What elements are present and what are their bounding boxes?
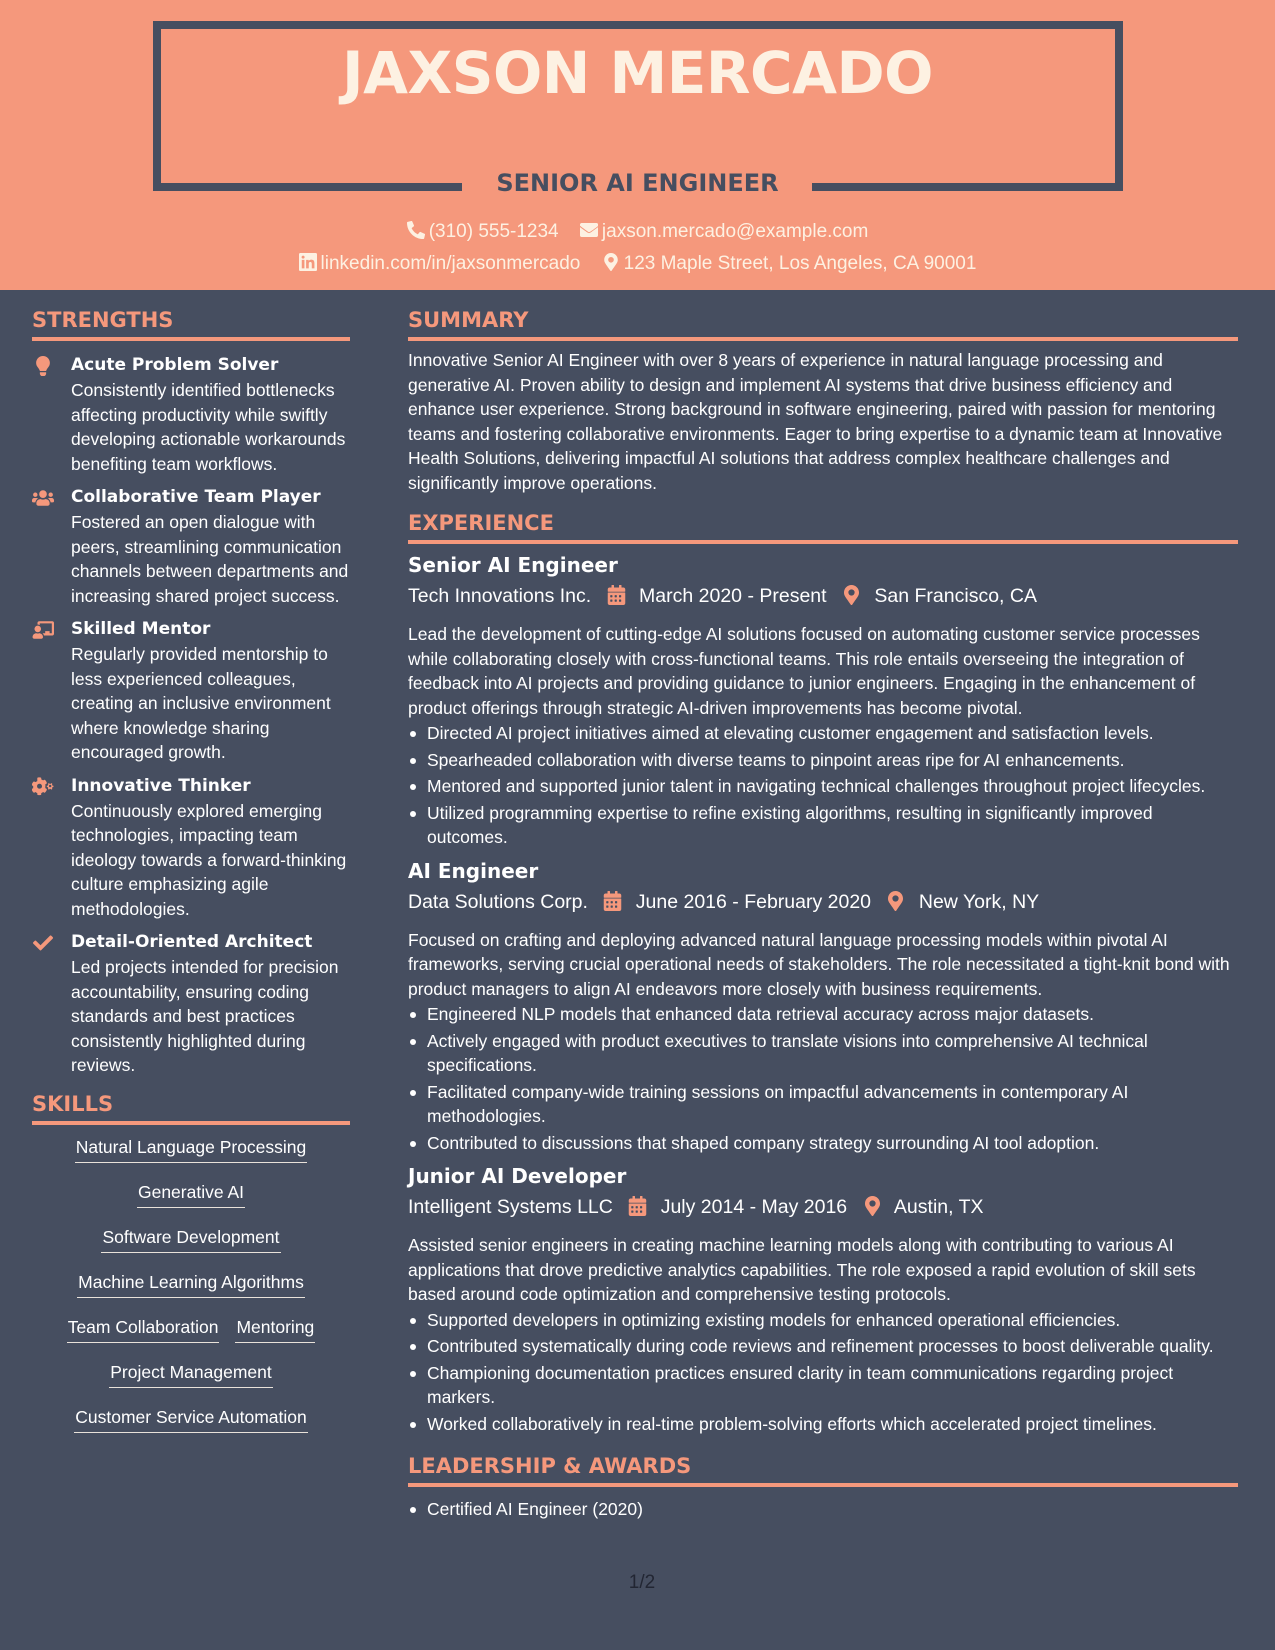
summary-section bbox=[408, 305, 1238, 495]
job-bullets bbox=[408, 1002, 1238, 1155]
strength-item bbox=[32, 774, 350, 922]
strength-description: Led projects intended for precision accountability, ensuring coding standards and best practices consistently highlighted during reviews. bbox=[71, 957, 339, 1075]
job-bullet: Championing documentation practices ensured clarity in team communications regarding project markers. bbox=[408, 1361, 1238, 1410]
candidate-title: SENIOR AI ENGINEER bbox=[496, 169, 779, 197]
cogs-icon bbox=[32, 777, 56, 799]
awards-heading: LEADERSHIP & AWARDS bbox=[408, 1451, 1238, 1487]
skill-tag: Team Collaboration bbox=[67, 1315, 220, 1343]
job-bullets bbox=[408, 1308, 1238, 1437]
strength-title: Innovative Thinker bbox=[71, 775, 251, 796]
job-description: Focused on crafting and deploying advanced natural language processing models within pivotal AI frameworks, serving crucial operational needs of stakeholders. The role necessitated a tight-knit bond with product managers to align AI endeavors more closely with business requirements. bbox=[408, 929, 1230, 999]
job-meta bbox=[408, 887, 1238, 921]
calendar-icon bbox=[628, 1195, 647, 1226]
calendar-icon bbox=[607, 584, 626, 615]
checkmark-icon bbox=[32, 933, 56, 955]
job-description: Assisted senior engineers in creating machine learning models along with contributing to various AI applications that drove predictive analytics capabilities. The role exposed a rapid evolution of skill sets based around code optimization and comprehensive testing protocols. bbox=[408, 1235, 1196, 1304]
calendar-icon bbox=[603, 890, 622, 921]
award-item: Certified AI Engineer (2020) bbox=[408, 1497, 1238, 1522]
map-marker-icon bbox=[602, 253, 620, 271]
skills-heading: SKILLS bbox=[32, 1089, 350, 1125]
company-name: Tech Innovations Inc. bbox=[408, 585, 592, 607]
page-number: 1/2 bbox=[628, 1572, 656, 1593]
skills-section bbox=[32, 1089, 350, 1450]
contact-row bbox=[0, 251, 1275, 277]
users-icon bbox=[32, 488, 56, 510]
job-bullet: Directed AI project initiatives aimed at elevating customer engagement and satisfaction levels. bbox=[408, 721, 1238, 746]
experience-entry bbox=[408, 857, 1238, 1156]
linkedin-text: linkedin.com/in/jaxsonmercado bbox=[320, 253, 581, 274]
job-dates: June 2016 - February 2020 bbox=[635, 890, 872, 913]
chalkboard-teacher-icon bbox=[32, 620, 56, 642]
address-text: 123 Maple Street, Los Angeles, CA 90001 bbox=[623, 253, 977, 274]
experience-entry bbox=[408, 551, 1238, 850]
strength-item bbox=[32, 617, 350, 765]
strength-item bbox=[32, 485, 350, 608]
phone-contact[interactable] bbox=[407, 219, 559, 245]
job-location: San Francisco, CA bbox=[874, 585, 1037, 607]
awards-section bbox=[408, 1451, 1238, 1522]
address-contact bbox=[602, 251, 977, 277]
contact-row bbox=[0, 219, 1275, 245]
map-marker-icon bbox=[863, 1195, 882, 1226]
job-meta bbox=[408, 581, 1238, 615]
map-marker-icon bbox=[886, 890, 905, 921]
job-description: Lead the development of cutting-edge AI solutions focused on automating customer service processes while collaborating closely with cross-functional teams. This role entails overseeing the integration of feedback into AI projects and providing guidance to junior engineers. Engaging in the enhancement of product offerings through strategic AI-driven improvements has become pivotal. bbox=[408, 624, 1200, 718]
skill-tag: Generative AI bbox=[137, 1180, 245, 1208]
strength-item bbox=[32, 930, 350, 1078]
strength-title: Skilled Mentor bbox=[71, 619, 211, 639]
resume-header bbox=[0, 0, 1275, 290]
skill-tag: Software Development bbox=[101, 1225, 280, 1253]
strength-description: Regularly provided mentorship to less experienced colleagues, creating an inclusive environment where knowledge sharing encouraged growth. bbox=[71, 644, 331, 762]
right-column bbox=[408, 305, 1238, 1524]
email-contact[interactable] bbox=[580, 219, 868, 245]
strength-description: Fostered an open dialogue with peers, streamlining communication channels between departments and increasing shared project success. bbox=[71, 512, 349, 606]
strengths-heading: STRENGTHS bbox=[32, 305, 350, 341]
experience-heading: EXPERIENCE bbox=[408, 508, 1238, 544]
job-dates: July 2014 - May 2016 bbox=[660, 1196, 848, 1218]
summary-heading: SUMMARY bbox=[408, 305, 1238, 341]
phone-icon bbox=[407, 221, 425, 239]
summary-text: Innovative Senior AI Engineer with over 8 years of experience in natural language processing and generative AI. Proven ability to design and implement AI systems that drive business efficiency and enhance user experience. Strong background in software engineering, paired with passion for mentoring teams and fostering collaborative environments. Eager to bring expertise to a dynamic team at Innovative Health Solutions, delivering impactful AI solutions that address complex healthcare challenges and significantly improve operations. bbox=[408, 350, 1223, 493]
strengths-section bbox=[32, 305, 350, 1078]
job-bullet: Spearheaded collaboration with diverse teams to pinpoint areas ripe for AI enhancements. bbox=[408, 748, 1238, 773]
linkedin-contact[interactable] bbox=[299, 251, 581, 277]
experience-entry bbox=[408, 1162, 1238, 1436]
skill-tag: Natural Language Processing bbox=[75, 1135, 308, 1163]
left-column bbox=[32, 305, 350, 1450]
strength-title: Detail-Oriented Architect bbox=[71, 932, 313, 952]
job-location: New York, NY bbox=[918, 890, 1040, 913]
job-bullet: Worked collaboratively in real-time problem-solving efforts which accelerated project timelines. bbox=[408, 1412, 1238, 1437]
company-name: Intelligent Systems LLC bbox=[408, 1196, 613, 1218]
job-bullet: Actively engaged with product executives to translate visions into comprehensive AI technical specifications. bbox=[408, 1029, 1238, 1078]
experience-section bbox=[408, 508, 1238, 1436]
job-location: Austin, TX bbox=[893, 1196, 984, 1218]
job-bullet: Facilitated company-wide training sessions on impactful advancements in contemporary AI methodologies. bbox=[408, 1080, 1238, 1129]
job-title: Junior AI Developer bbox=[408, 1164, 627, 1188]
job-meta bbox=[408, 1192, 1238, 1226]
lightbulb-icon bbox=[32, 356, 56, 378]
job-title: AI Engineer bbox=[408, 858, 539, 883]
job-bullet: Mentored and supported junior talent in navigating technical challenges throughout project lifecycles. bbox=[408, 774, 1238, 799]
envelope-icon bbox=[580, 221, 598, 239]
strength-title: Acute Problem Solver bbox=[71, 355, 279, 375]
skill-tag: Machine Learning Algorithms bbox=[77, 1270, 305, 1298]
company-name: Data Solutions Corp. bbox=[408, 890, 588, 913]
skill-tag: Project Management bbox=[109, 1360, 272, 1388]
job-bullet: Contributed systematically during code reviews and refinement processes to boost deliverable quality. bbox=[408, 1334, 1238, 1359]
strength-description: Consistently identified bottlenecks affecting productivity while swiftly developing actionable workarounds benefiting team workflows. bbox=[71, 380, 346, 474]
skill-tag: Customer Service Automation bbox=[74, 1405, 308, 1433]
map-marker-icon bbox=[842, 584, 861, 615]
job-title: Senior AI Engineer bbox=[408, 553, 618, 577]
strength-title: Collaborative Team Player bbox=[71, 487, 321, 507]
skill-tag: Mentoring bbox=[235, 1315, 315, 1343]
job-bullet: Contributed to discussions that shaped company strategy surrounding AI tool adoption. bbox=[408, 1131, 1238, 1156]
job-bullet: Utilized programming expertise to refine existing algorithms, resulting in significantly improved outcomes. bbox=[408, 801, 1238, 850]
job-bullet: Supported developers in optimizing existing models for enhanced operational efficiencies. bbox=[408, 1308, 1238, 1333]
job-bullets bbox=[408, 721, 1238, 850]
job-bullet: Engineered NLP models that enhanced data retrieval accuracy across major datasets. bbox=[408, 1002, 1238, 1027]
strength-item bbox=[32, 353, 350, 476]
linkedin-icon bbox=[299, 253, 317, 271]
job-dates: March 2020 - Present bbox=[639, 585, 827, 607]
strength-description: Continuously explored emerging technologies, impacting team ideology towards a forward-thinking culture emphasizing agile methodologies. bbox=[71, 800, 347, 919]
phone-text: (310) 555-1234 bbox=[428, 221, 559, 242]
awards-list bbox=[408, 1497, 1238, 1522]
candidate-name: JAXSON MERCADO bbox=[342, 39, 933, 107]
email-text: jaxson.mercado@example.com bbox=[601, 221, 869, 242]
